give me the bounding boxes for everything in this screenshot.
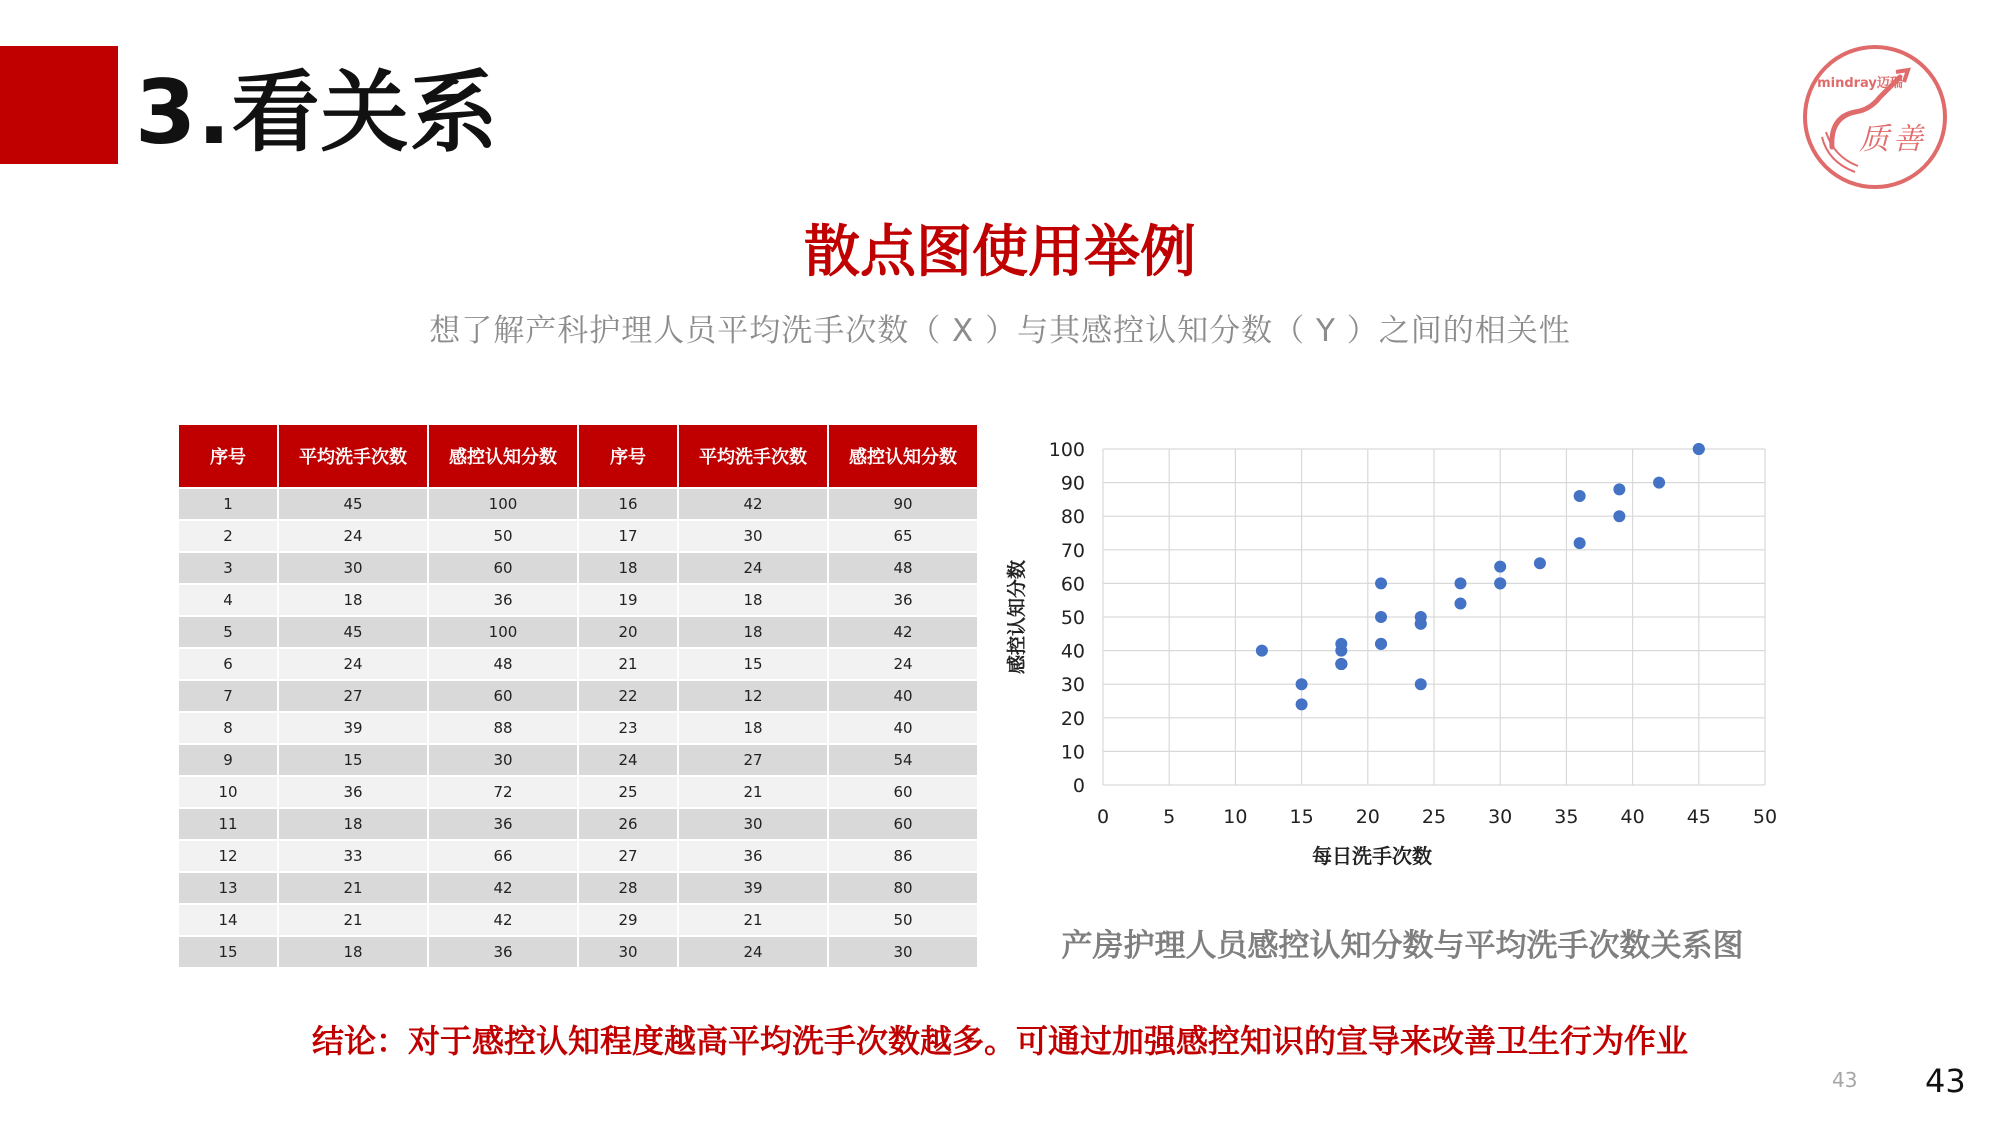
table-cell: 21 [278,904,428,936]
table-row [178,680,978,712]
table-row [178,936,978,968]
table-cell: 18 [278,936,428,968]
y-tick-label: 90 [1060,472,1085,495]
x-tick-label: 0 [1096,806,1110,828]
table-cell: 39 [278,712,428,744]
table-cell: 24 [678,552,828,584]
section-title: 3.看关系 [135,61,499,164]
table-cell: 1 [178,488,278,520]
table-cell: 18 [678,584,828,616]
table-cell: 65 [828,520,978,552]
table-cell: 45 [278,488,428,520]
table-cell: 48 [828,552,978,584]
table-cell: 29 [578,904,678,936]
scatter-point [1375,638,1387,650]
table-cell: 30 [678,520,828,552]
x-tick-label: 20 [1355,806,1380,828]
chart-caption: 产房护理人员感控认知分数与平均洗手次数关系图 [1061,928,1744,964]
table-cell: 24 [678,936,828,968]
header-index-1: 序号 [178,424,278,488]
y-tick-label: 50 [1060,607,1085,629]
chart-grid [1103,449,1765,785]
table-cell: 86 [828,840,978,872]
table-row [178,872,978,904]
page-number: 43 [1925,1062,1966,1100]
table-row [178,584,978,616]
table-row [178,744,978,776]
table-cell: 24 [278,648,428,680]
table-cell: 48 [428,648,578,680]
header-handwash-2: 平均洗手次数 [678,424,828,488]
table-cell: 33 [278,840,428,872]
y-tick-label: 0 [1072,775,1085,797]
table-cell: 18 [678,616,828,648]
x-tick-label: 45 [1686,806,1711,828]
table-cell: 72 [428,776,578,808]
table-cell: 42 [428,872,578,904]
table-row [178,488,978,520]
table-cell: 40 [828,712,978,744]
table-cell: 18 [678,712,828,744]
table-cell: 42 [828,616,978,648]
y-tick-label: 70 [1060,539,1085,562]
scatter-point [1693,443,1705,455]
table-row [178,904,978,936]
scatter-point [1494,561,1506,573]
table-cell: 27 [278,680,428,712]
data-table [177,423,979,969]
logo-calligraphy-text: 质善 [1859,122,1927,157]
table-cell: 36 [428,808,578,840]
table-cell: 15 [678,648,828,680]
table-cell: 27 [578,840,678,872]
table-cell: 36 [278,776,428,808]
table-cell: 30 [278,552,428,584]
table-cell: 12 [178,840,278,872]
table-cell: 88 [428,712,578,744]
table-cell: 18 [578,552,678,584]
x-tick-label: 30 [1488,806,1513,828]
scatter-point [1494,577,1506,589]
table-cell: 19 [578,584,678,616]
table-cell: 100 [428,616,578,648]
table-cell: 60 [828,808,978,840]
y-tick-label: 40 [1060,640,1085,663]
x-tick-labels [1097,806,1777,828]
logo-brand-text: mindray迈瑞 [1817,76,1903,91]
x-axis-label: 每日洗手次数 [1312,844,1432,868]
y-tick-labels [1049,439,1085,797]
table-cell: 16 [578,488,678,520]
table-cell: 20 [578,616,678,648]
header-score-1: 感控认知分数 [428,424,578,488]
x-tick-label: 15 [1289,806,1314,828]
table-cell: 15 [278,744,428,776]
table-cell: 4 [178,584,278,616]
table-cell: 5 [178,616,278,648]
table-cell: 54 [828,744,978,776]
table-cell: 36 [428,584,578,616]
table-cell: 36 [828,584,978,616]
table-cell: 11 [178,808,278,840]
table-cell: 36 [678,840,828,872]
table-cell: 14 [178,904,278,936]
scatter-point [1375,577,1387,589]
table-cell: 90 [828,488,978,520]
x-tick-label: 5 [1163,806,1176,828]
table-cell: 42 [428,904,578,936]
scatter-point [1574,490,1586,502]
table-cell: 27 [678,744,828,776]
table-row [178,552,978,584]
y-tick-label: 20 [1060,707,1085,730]
x-tick-label: 35 [1554,806,1579,828]
table-row [178,840,978,872]
table-cell: 21 [278,872,428,904]
scatter-point [1415,618,1427,630]
scatter-point [1574,537,1586,549]
scatter-point [1335,645,1347,657]
table-cell: 80 [828,872,978,904]
table-cell: 39 [678,872,828,904]
x-tick-label: 10 [1223,806,1248,828]
table-cell: 21 [678,904,828,936]
table-body [178,488,978,968]
table-row [178,712,978,744]
scatter-point [1534,557,1546,569]
table-cell: 24 [578,744,678,776]
scatter-point [1454,598,1466,610]
table-cell: 100 [428,488,578,520]
y-tick-label: 30 [1060,674,1085,697]
table-cell: 17 [578,520,678,552]
table-cell: 30 [828,936,978,968]
header-score-2: 感控认知分数 [828,424,978,488]
x-tick-label: 25 [1421,806,1447,828]
table-cell: 3 [178,552,278,584]
table-cell: 40 [828,680,978,712]
scatter-point [1454,577,1466,589]
table-cell: 60 [828,776,978,808]
table-cell: 21 [578,648,678,680]
table-cell: 22 [578,680,678,712]
table-cell: 42 [678,488,828,520]
table-cell: 2 [178,520,278,552]
slide-title: 散点图使用举例 [804,220,1196,285]
scatter-point [1653,477,1665,489]
table-row [178,776,978,808]
scatter-point [1256,645,1268,657]
table-cell: 50 [828,904,978,936]
table-row [178,648,978,680]
y-axis-label: 感控认知分数 [1006,559,1028,675]
table-cell: 45 [278,616,428,648]
scatter-point [1296,698,1308,710]
table-cell: 6 [178,648,278,680]
table-cell: 12 [678,680,828,712]
y-tick-label: 100 [1048,439,1085,461]
table-row [178,808,978,840]
scatter-chart [995,425,1800,885]
conclusion-text: 结论：对于感控认知程度越高平均洗手次数越多。可通过加强感控知识的宣导来改善卫生行为作业 [311,1022,1688,1060]
table-header-row [178,424,978,488]
table-cell: 8 [178,712,278,744]
table-row [178,616,978,648]
header-handwash-1: 平均洗手次数 [278,424,428,488]
table-cell: 24 [278,520,428,552]
table-cell: 7 [178,680,278,712]
scatter-point [1613,483,1625,495]
table-cell: 30 [428,744,578,776]
table-cell: 24 [828,648,978,680]
table-cell: 9 [178,744,278,776]
table-cell: 26 [578,808,678,840]
y-tick-label: 10 [1060,741,1085,764]
table-cell: 50 [428,520,578,552]
header-index-2: 序号 [578,424,678,488]
table-cell: 28 [578,872,678,904]
scatter-point [1335,658,1347,670]
table-cell: 21 [678,776,828,808]
slide-subtitle: 想了解产科护理人员平均洗手次数（ X ）与其感控认知分数（ Y ）之间的相关性 [429,313,1571,349]
table-row [178,520,978,552]
table-cell: 30 [678,808,828,840]
y-tick-label: 60 [1060,573,1085,596]
table-cell: 66 [428,840,578,872]
table-cell: 13 [178,872,278,904]
table-cell: 18 [278,584,428,616]
table-cell: 18 [278,808,428,840]
scatter-point [1296,678,1308,690]
title-accent-bar [0,46,118,164]
scatter-point [1415,678,1427,690]
table-cell: 30 [578,936,678,968]
scatter-point [1613,510,1625,522]
table-cell: 60 [428,680,578,712]
y-tick-label: 80 [1060,506,1085,529]
page-number-small: 43 [1832,1068,1858,1092]
table-cell: 23 [578,712,678,744]
table-cell: 15 [178,936,278,968]
x-tick-label: 50 [1752,806,1778,828]
x-tick-label: 40 [1620,806,1645,828]
table-cell: 60 [428,552,578,584]
scatter-point [1375,611,1387,623]
table-cell: 36 [428,936,578,968]
table-cell: 10 [178,776,278,808]
table-cell: 25 [578,776,678,808]
